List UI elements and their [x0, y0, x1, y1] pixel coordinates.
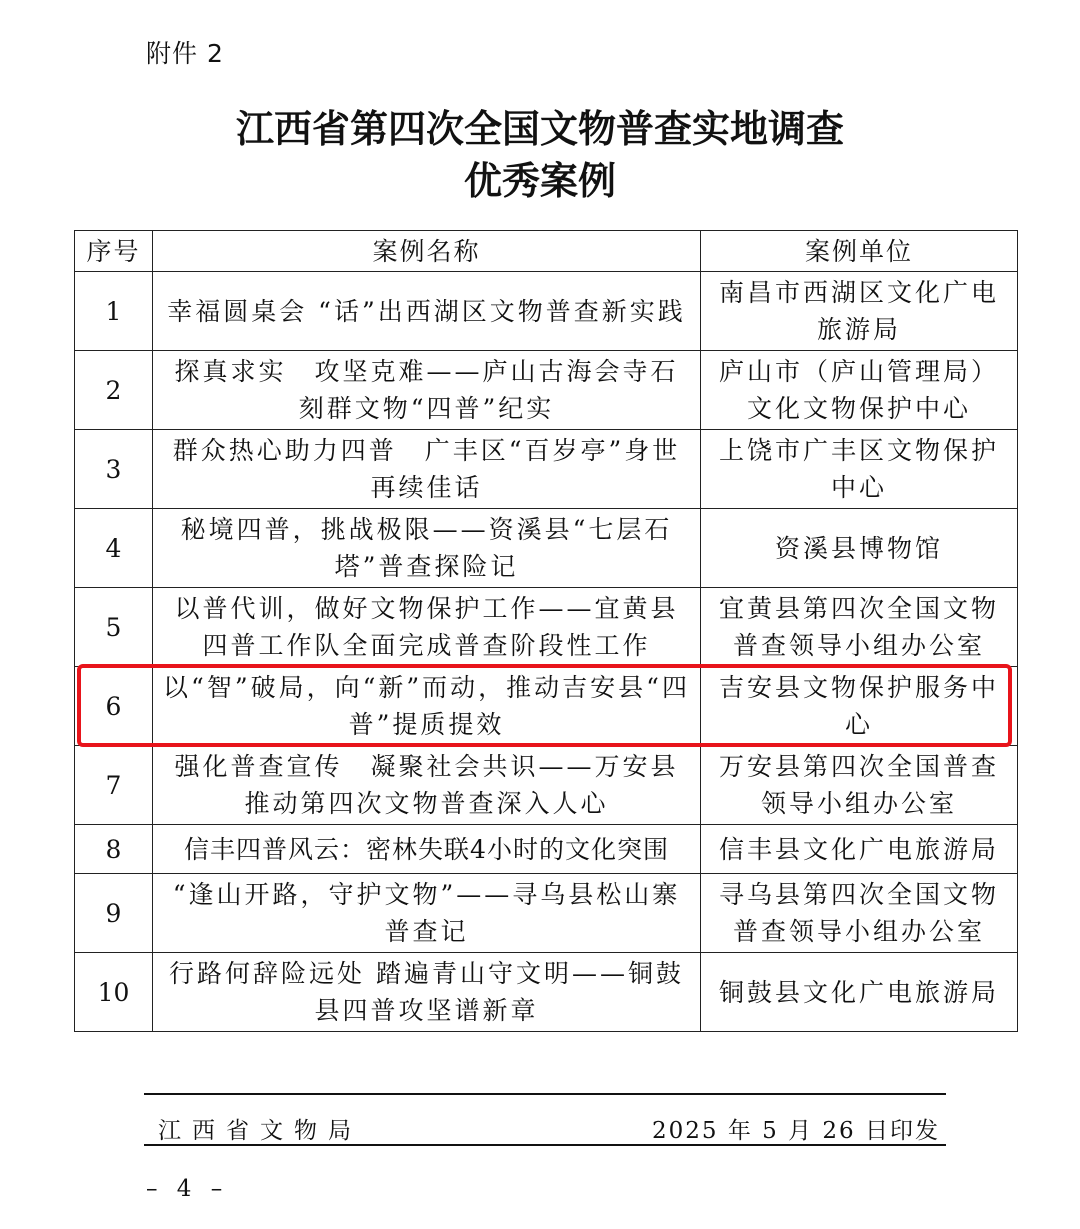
- table-row-highlighted: [75, 667, 1018, 746]
- table-row: [75, 746, 1018, 825]
- case-unit: 上饶市广丰区文物保护中心: [701, 430, 1018, 509]
- table-row: [75, 509, 1018, 588]
- header-case-name: 案例名称: [153, 231, 701, 272]
- case-unit: 庐山市（庐山管理局）文化文物保护中心: [701, 351, 1018, 430]
- attachment-label: 附件 2: [146, 39, 224, 68]
- table-header-row: [75, 231, 1018, 272]
- footer-top-rule: [144, 1093, 946, 1095]
- case-unit: 吉安县文物保护服务中心: [701, 667, 1018, 746]
- case-unit: 万安县第四次全国普查领导小组办公室: [701, 746, 1018, 825]
- row-number: 3: [75, 430, 153, 509]
- table-row: [75, 272, 1018, 351]
- case-unit: 宜黄县第四次全国文物普查领导小组办公室: [701, 588, 1018, 667]
- case-name: 群众热心助力四普 广丰区“百岁亭”身世再续佳话: [153, 430, 701, 509]
- case-name: 幸福圆桌会 “话”出西湖区文物普查新实践: [153, 272, 701, 351]
- row-number: 10: [75, 953, 153, 1032]
- cases-table: [74, 230, 1018, 1032]
- table-row: [75, 825, 1018, 874]
- row-number: 8: [75, 825, 153, 874]
- table-row: [75, 588, 1018, 667]
- case-unit: 铜鼓县文化广电旅游局: [701, 953, 1018, 1032]
- case-name: 行路何辞险远处 踏遍青山守文明——铜鼓县四普攻坚谱新章: [153, 953, 701, 1032]
- table-row: [75, 430, 1018, 509]
- case-unit: 南昌市西湖区文化广电旅游局: [701, 272, 1018, 351]
- row-number: 6: [75, 667, 153, 746]
- document-title-line1: 江西省第四次全国文物普查实地调查: [235, 107, 844, 151]
- case-name: 以“智”破局，向“新”而动，推动吉安县“四普”提质提效: [153, 667, 701, 746]
- case-name: 秘境四普，挑战极限——资溪县“七层石塔”普查探险记: [153, 509, 701, 588]
- table-row: [75, 351, 1018, 430]
- row-number: 9: [75, 874, 153, 953]
- case-unit: 信丰县文化广电旅游局: [701, 825, 1018, 874]
- case-name: 探真求实 攻坚克难——庐山古海会寺石刻群文物“四普”纪实: [153, 351, 701, 430]
- header-case-unit: 案例单位: [701, 231, 1018, 272]
- case-unit: 寻乌县第四次全国文物普查领导小组办公室: [701, 874, 1018, 953]
- issue-date: 2025 年 5 月 26 日印发: [652, 1118, 940, 1144]
- case-name: “逢山开路，守护文物”——寻乌县松山寨普查记: [153, 874, 701, 953]
- issuing-organization: 江西省文物局: [158, 1118, 362, 1144]
- table-row: [75, 874, 1018, 953]
- case-name: 信丰四普风云：密林失联4小时的文化突围: [153, 825, 701, 874]
- row-number: 2: [75, 351, 153, 430]
- table-row: [75, 953, 1018, 1032]
- page-number: – 4 –: [146, 1176, 229, 1202]
- document-title-line2: 优秀案例: [463, 159, 616, 203]
- issuing-footer: [144, 1110, 946, 1146]
- case-name: 以普代训，做好文物保护工作——宜黄县四普工作队全面完成普查阶段性工作: [153, 588, 701, 667]
- case-name: 强化普查宣传 凝聚社会共识——万安县推动第四次文物普查深入人心: [153, 746, 701, 825]
- row-number: 7: [75, 746, 153, 825]
- row-number: 1: [75, 272, 153, 351]
- row-number: 4: [75, 509, 153, 588]
- case-unit: 资溪县博物馆: [701, 509, 1018, 588]
- header-serial-number: 序号: [75, 231, 153, 272]
- row-number: 5: [75, 588, 153, 667]
